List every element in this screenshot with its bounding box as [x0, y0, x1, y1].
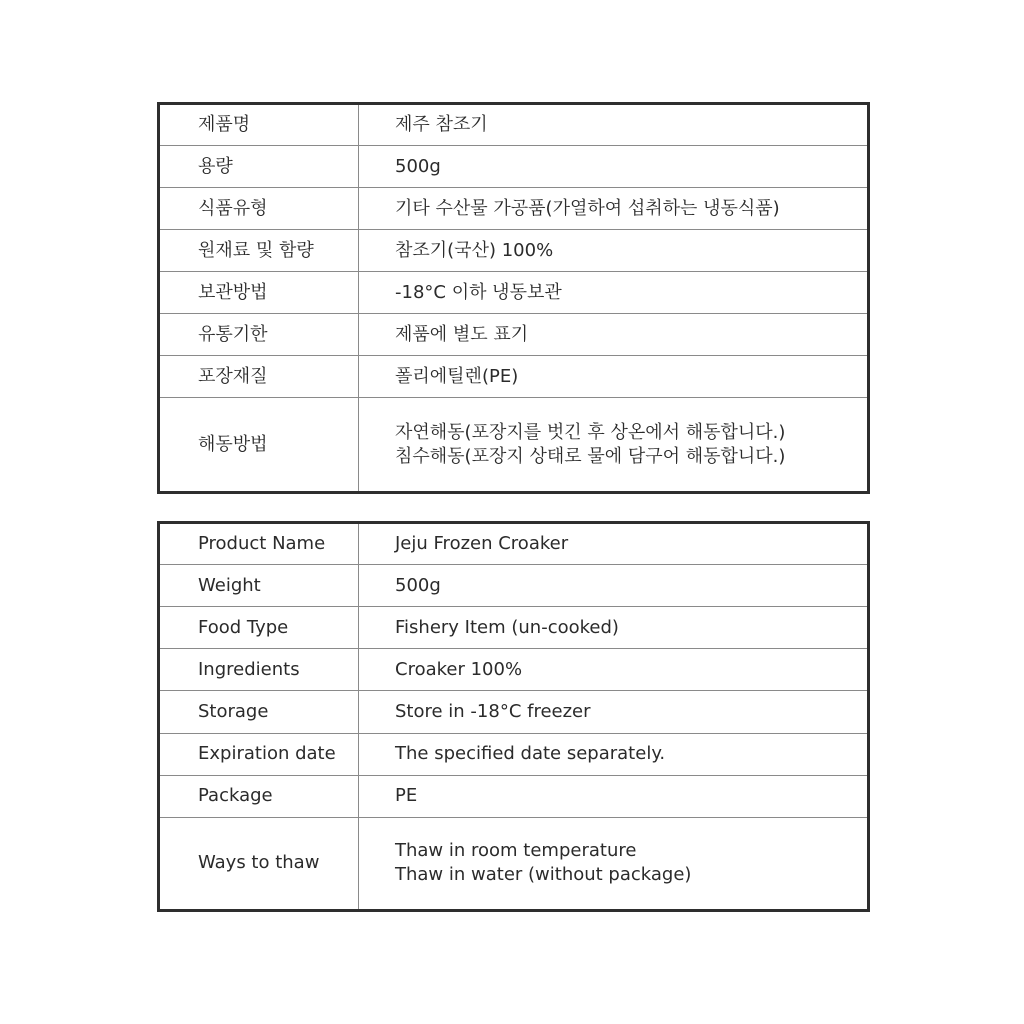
- row-label: 보관방법: [159, 272, 359, 314]
- product-info-table-english: [157, 521, 870, 912]
- table-row-thaw: [159, 817, 869, 910]
- table-row: [159, 733, 869, 775]
- row-value: 500g: [359, 146, 869, 188]
- table-row: [159, 146, 869, 188]
- row-label: 해동방법: [159, 398, 359, 493]
- table-row: [159, 104, 869, 146]
- row-label: Storage: [159, 691, 359, 733]
- row-label: Product Name: [159, 523, 359, 565]
- row-value: The specified date separately.: [359, 733, 869, 775]
- table-row: [159, 188, 869, 230]
- row-value: Jeju Frozen Croaker: [359, 523, 869, 565]
- table-row: [159, 523, 869, 565]
- row-label: 포장재질: [159, 356, 359, 398]
- row-value: 참조기(국산) 100%: [359, 230, 869, 272]
- table-row: [159, 775, 869, 817]
- row-label: 제품명: [159, 104, 359, 146]
- thaw-method-line-1: Thaw in room temperature: [395, 840, 637, 862]
- row-value-thaw: [359, 398, 869, 493]
- row-value: 제품에 별도 표기: [359, 314, 869, 356]
- row-value: 제주 참조기: [359, 104, 869, 146]
- row-label: 식품유형: [159, 188, 359, 230]
- table-row: [159, 691, 869, 733]
- row-label: 원재료 및 함량: [159, 230, 359, 272]
- table-row: [159, 272, 869, 314]
- product-info-table-korean: [157, 102, 870, 494]
- row-value: 500g: [359, 565, 869, 607]
- table-row-thaw: [159, 398, 869, 493]
- row-value: Store in -18°C freezer: [359, 691, 869, 733]
- row-label: 유통기한: [159, 314, 359, 356]
- thaw-method-line-2: Thaw in water (without package): [395, 864, 692, 886]
- thaw-method-line-2: 침수해동(포장지 상태로 물에 담구어 해동합니다.): [395, 445, 786, 467]
- row-label: Weight: [159, 565, 359, 607]
- row-value: Fishery Item (un-cooked): [359, 607, 869, 649]
- row-label: Expiration date: [159, 733, 359, 775]
- row-label: Ways to thaw: [159, 817, 359, 910]
- row-label: Ingredients: [159, 649, 359, 691]
- row-value: PE: [359, 775, 869, 817]
- row-value: Croaker 100%: [359, 649, 869, 691]
- row-value-thaw: [359, 817, 869, 910]
- thaw-method-line-1: 자연해동(포장지를 벗긴 후 상온에서 해동합니다.): [395, 421, 786, 443]
- table-row: [159, 565, 869, 607]
- row-label: Package: [159, 775, 359, 817]
- table-row: [159, 230, 869, 272]
- row-value: 폴리에틸렌(PE): [359, 356, 869, 398]
- table-row: [159, 356, 869, 398]
- row-value: 기타 수산물 가공품(가열하여 섭취하는 냉동식품): [359, 188, 869, 230]
- table-row: [159, 607, 869, 649]
- row-label: Food Type: [159, 607, 359, 649]
- table-row: [159, 649, 869, 691]
- row-value: -18°C 이하 냉동보관: [359, 272, 869, 314]
- table-row: [159, 314, 869, 356]
- row-label: 용량: [159, 146, 359, 188]
